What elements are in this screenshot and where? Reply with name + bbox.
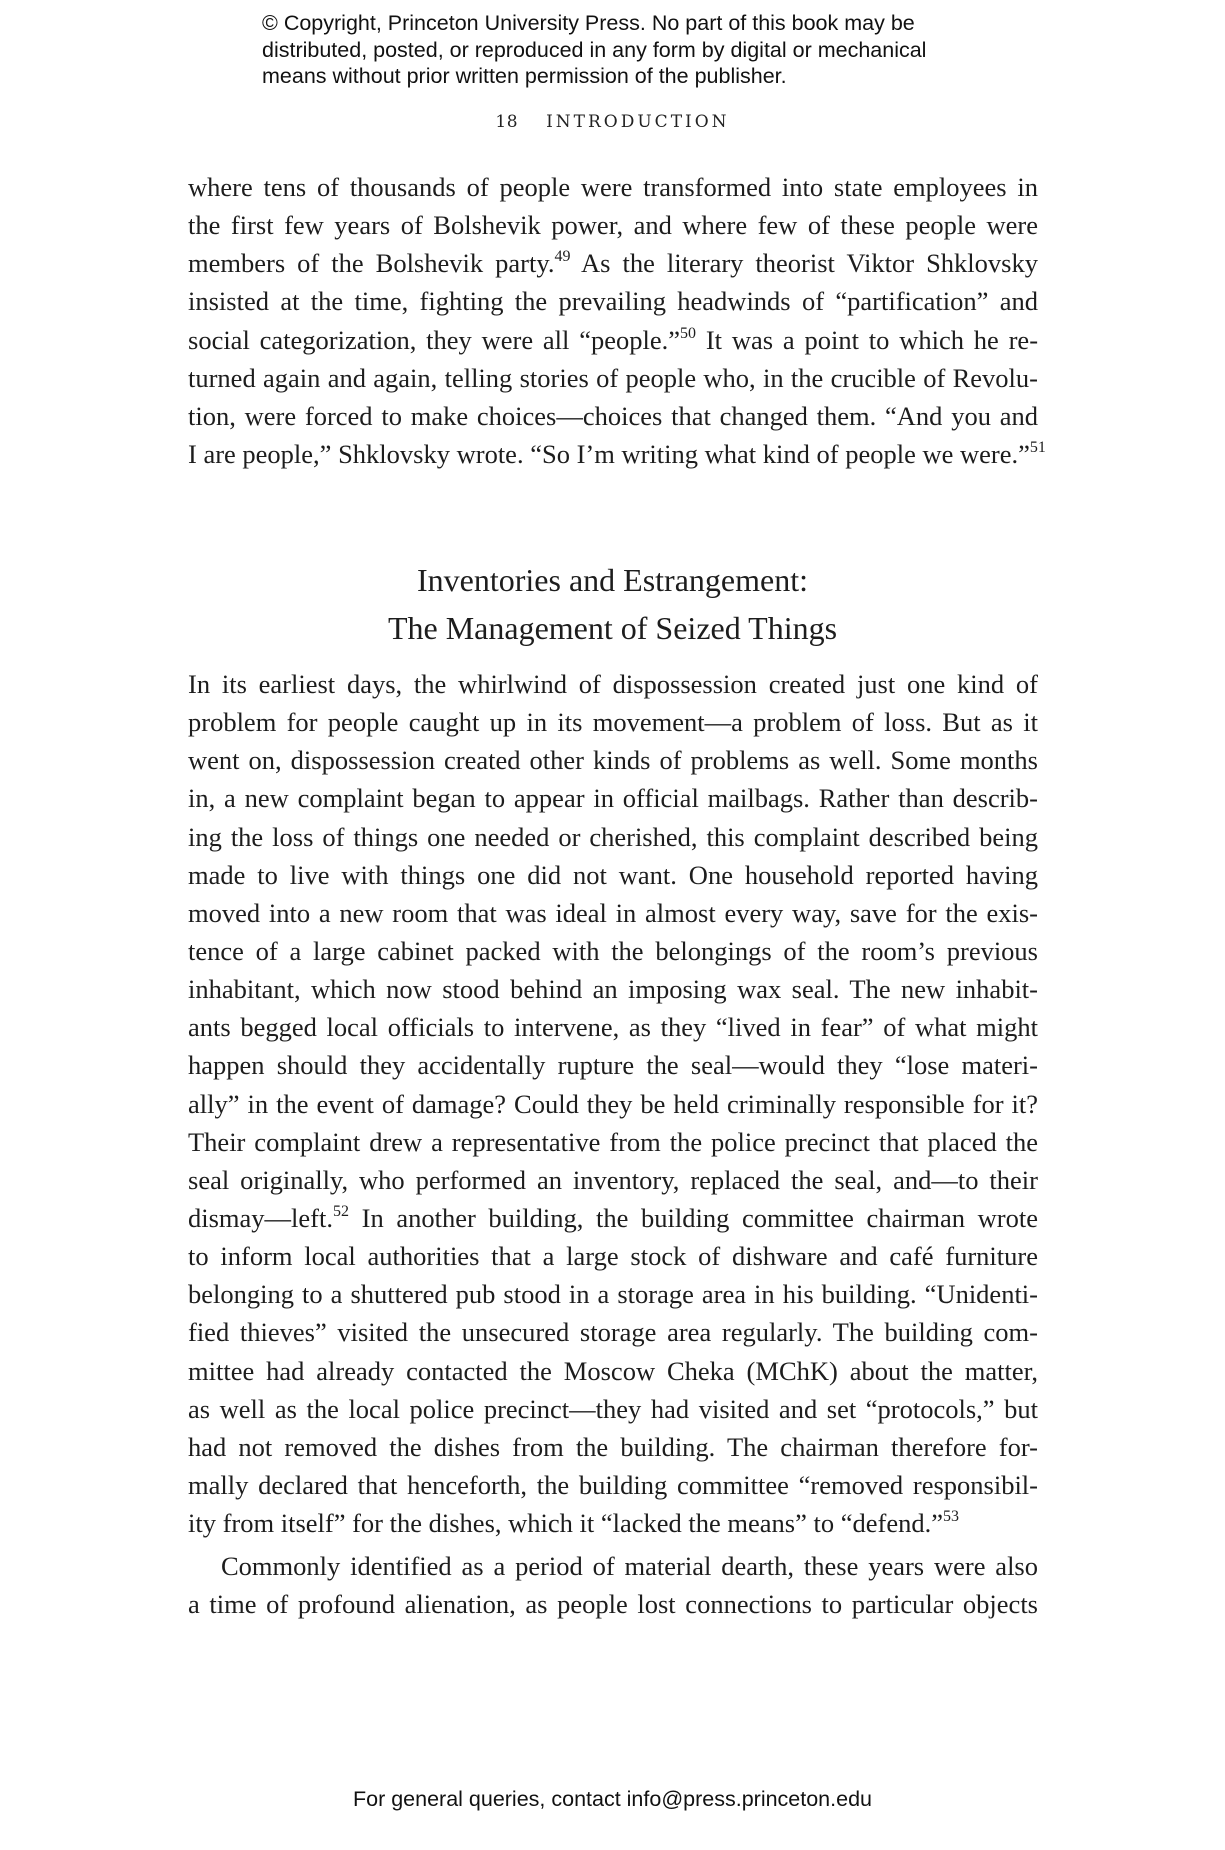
text-line: In its earliest days, the whirlwind of dispossession created just one kind of — [188, 669, 1038, 699]
footnote-marker: 51 — [1029, 438, 1046, 456]
running-head — [0, 112, 1225, 132]
text-line: problem for people caught up in its movement—a problem of loss. But as it — [188, 707, 1038, 738]
text-line: belonging to a shuttered pub stood in a storage area in his building. “Unidenti- — [188, 1279, 1038, 1310]
text-line: a time of profound alienation, as people lost connections to particular objects — [188, 1589, 1038, 1620]
text-segment: As the literary theorist Viktor Shklovsky — [581, 248, 1038, 279]
text-line: made to live with things one did not want. One household reported having — [188, 859, 1038, 890]
text-segment: social categorization, they were all “people.” — [188, 324, 681, 355]
footnote-marker: 53 — [942, 1508, 959, 1526]
text-line: tion, were forced to make choices—choices that changed them. “And you and — [188, 400, 1038, 431]
text-segment: members of the Bolshevik party. — [188, 248, 555, 279]
footer-contact: For general queries, contact info@press.princeton.edu — [352, 1787, 872, 1811]
text-line: insisted at the time, fighting the prevailing headwinds of “partification” and — [188, 286, 1038, 317]
text-line — [188, 244, 1038, 282]
text-line: had not removed the dishes from the building. The chairman therefore for- — [188, 1431, 1038, 1462]
text-line: as well as the local police precinct—they had visited and set “protocols,” but — [188, 1393, 1038, 1424]
copyright-line: means without prior written permission of the publisher. — [262, 64, 787, 88]
text-segment: dismay—left. — [188, 1202, 333, 1233]
section-title: INTRODUCTION — [546, 112, 730, 132]
text-line: moved into a new room that was ideal in almost every way, save for the exis- — [188, 897, 1038, 928]
text-line: happen should they accidentally rupture the seal—would they “lose materi- — [188, 1050, 1038, 1081]
copyright-line: distributed, posted, or reproduced in any form by digital or mechanical — [262, 37, 927, 62]
text-line — [188, 321, 1038, 359]
text-line: ally” in the event of damage? Could they be held criminally responsible for it? — [188, 1088, 1038, 1119]
text-segment: ity from itself” for the dishes, which it “lacked the means” to “defend.” — [188, 1508, 943, 1539]
paragraph — [188, 168, 1046, 473]
text-line: mally declared that henceforth, the building committee “removed responsibil- — [188, 1469, 1038, 1500]
copyright-notice — [262, 10, 982, 90]
text-line: mittee had already contacted the Moscow Cheka (MChK) about the matter, — [188, 1355, 1038, 1386]
page-number: 18 — [495, 112, 519, 132]
text-line — [188, 1504, 1038, 1542]
text-line: went on, dispossession created other kinds of problems as well. Some months — [188, 745, 1038, 776]
text-line: to inform local authorities that a large stock of dishware and café furniture — [188, 1241, 1038, 1272]
section-heading — [0, 556, 1225, 652]
paragraph — [188, 665, 1038, 1542]
text-line — [188, 1199, 1038, 1237]
text-line: ing the loss of things one needed or cherished, this complaint described being — [188, 821, 1038, 852]
text-line: fied thieves” visited the unsecured storage area regularly. The building com- — [188, 1317, 1038, 1348]
text-line: turned again and again, telling stories of people who, in the crucible of Revolu- — [188, 362, 1038, 393]
text-line — [188, 435, 1046, 473]
text-line: Their complaint drew a representative from the police precinct that placed the — [188, 1126, 1038, 1157]
copyright-line: © Copyright, Princeton University Press. No part of this book may be — [262, 11, 915, 35]
footnote-marker: 52 — [333, 1202, 349, 1220]
text-line: where tens of thousands of people were transformed into state employees in — [188, 172, 1038, 202]
text-line: in, a new complaint began to appear in official mailbags. Rather than describ- — [188, 783, 1038, 814]
footnote-marker: 50 — [680, 324, 697, 342]
heading-line: The Management of Seized Things — [387, 610, 838, 646]
text-segment: I are people,” Shklovsky wrote. “So I’m writing what kind of people we were.” — [188, 438, 1030, 469]
paragraph — [188, 1547, 1038, 1623]
text-line: the first few years of Bolshevik power, and where few of these people were — [188, 210, 1038, 241]
text-line: tence of a large cabinet packed with the belongings of the room’s previous — [188, 935, 1038, 966]
text-segment: It was a point to which he re- — [705, 324, 1039, 355]
text-line: seal originally, who performed an inventory, replaced the seal, and—to their — [188, 1164, 1038, 1195]
text-line: inhabitant, which now stood behind an imposing wax seal. The new inhabit- — [188, 974, 1038, 1005]
text-line: ants begged local officials to intervene, as they “lived in fear” of what might — [188, 1012, 1038, 1043]
footnote-marker: 49 — [554, 248, 571, 266]
heading-line: Inventories and Estrangement: — [417, 562, 808, 598]
text-line: Commonly identified as a period of material dearth, these years were also — [221, 1551, 1038, 1581]
text-segment: In another building, the building committee chairman wrote — [361, 1202, 1039, 1233]
